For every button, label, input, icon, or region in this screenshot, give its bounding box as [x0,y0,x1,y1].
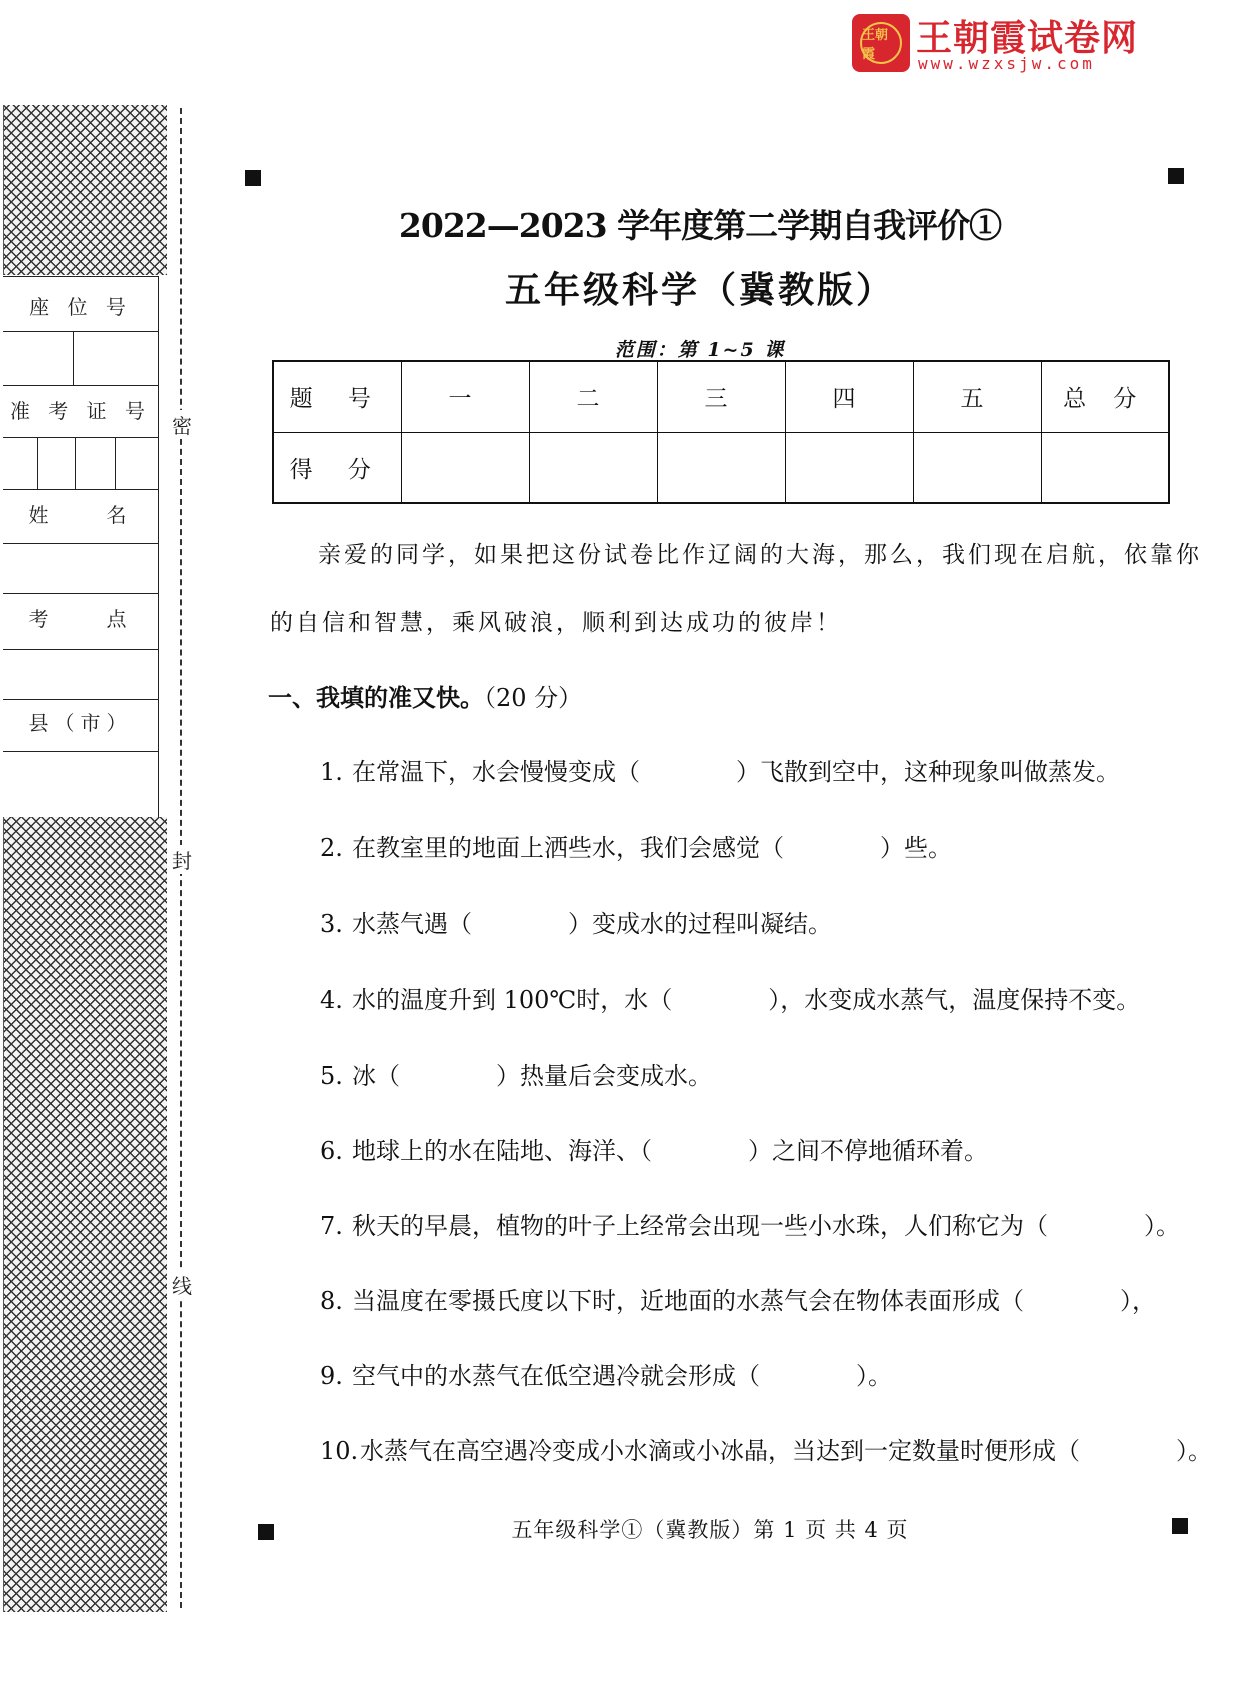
registration-mark [1172,1518,1188,1534]
site-name: 王朝霞试卷网 [916,18,1139,59]
section-points: （20 分） [484,684,583,712]
question-text: 冰（ ）热量后会变成水。 [352,1062,712,1090]
site-url: www.wzxsjw.com [918,54,1095,73]
student-info-box [3,276,159,818]
question-text: 地球上的水在陆地、海洋、（ ）之间不停地循环着。 [352,1137,988,1165]
cut-mark-line: 线 [171,1270,193,1299]
intro-line-2: 的自信和智慧，乘风破浪，顺利到达成功的彼岸！ [270,610,842,636]
question-9 [320,1356,1200,1391]
binding-hatch-top [3,105,167,275]
name-label: 姓 名 [28,503,133,527]
logo-badge-icon: 王朝霞 [852,14,910,72]
exam-title: 2022—2023 学年度第二学期自我评价① [398,206,1002,245]
score-blank [401,432,529,503]
table-cell: 一 [401,361,529,432]
section-title: 一、我填的准又快。 [268,683,484,712]
question-number: 10. [320,1437,359,1465]
question-number: 9. [320,1362,343,1390]
table-cell: 二 [529,361,657,432]
question-text: 秋天的早晨，植物的叶子上经常会出现一些小水珠，人们称它为（ ）。 [352,1212,1180,1240]
seat-number-label: 座 位 号 [29,295,132,319]
question-6 [320,1131,1200,1166]
score-table [272,360,1170,504]
score-table-header-row [273,361,1169,432]
question-7 [320,1206,1200,1241]
site-watermark-logo [852,12,1182,74]
question-number: 5. [320,1062,343,1090]
question-number: 6. [320,1137,343,1165]
table-cell: 总 分 [1041,361,1169,432]
table-cell: 五 [913,361,1041,432]
question-number: 2. [320,834,343,862]
question-text: 水蒸气在高空遇冷变成小水滴或小冰晶，当达到一定数量时便形成（ ）。 [360,1437,1212,1465]
question-text: 在常温下，水会慢慢变成（ ）飞散到空中，这种现象叫做蒸发。 [352,758,1120,786]
question-8 [320,1281,1200,1316]
question-number: 1. [320,758,343,786]
registration-mark [1168,168,1184,184]
exam-number-label: 准 考 证 号 [9,399,152,423]
table-cell: 题 号 [273,361,401,432]
cut-mark-close: 封 [171,845,193,874]
question-10 [320,1431,1212,1466]
question-text: 当温度在零摄氏度以下时，近地面的水蒸气会在物体表面形成（ ）， [352,1287,1156,1315]
intro-line-1: 亲爱的同学，如果把这份试卷比作辽阔的大海，那么，我们现在启航，依靠你 [318,542,1202,568]
question-text: 空气中的水蒸气在低空遇冷就会形成（ ）。 [352,1362,892,1390]
score-blank [785,432,913,503]
question-number: 3. [320,910,343,938]
registration-mark [258,1524,274,1540]
question-number: 7. [320,1212,343,1240]
cut-mark-seal: 密 [171,410,193,439]
question-4 [320,980,1200,1015]
score-blank [657,432,785,503]
question-1 [320,752,1200,787]
section-heading [268,678,582,713]
score-blank [913,432,1041,503]
score-blank [529,432,657,503]
exam-range: 范围：第 1~5 课 [614,339,786,361]
table-cell: 三 [657,361,785,432]
question-3 [320,904,1200,939]
question-number: 4. [320,986,343,1014]
table-cell: 得 分 [273,432,401,503]
score-blank [1041,432,1169,503]
table-cell: 四 [785,361,913,432]
exam-subtitle: 五年级科学（冀教版） [504,269,895,311]
registration-mark [245,170,261,186]
exam-site-label: 考 点 [28,607,133,631]
binding-hatch-bottom [3,817,167,1612]
question-number: 8. [320,1287,343,1315]
question-2 [320,828,1200,863]
page-footer: 五年级科学①（冀教版）第 1 页 共 4 页 [511,1518,909,1542]
question-text: 水的温度升到 100℃时，水（ ），水变成水蒸气，温度保持不变。 [352,986,1141,1014]
question-5 [320,1056,1200,1091]
question-text: 水蒸气遇（ ）变成水的过程叫凝结。 [352,910,832,938]
county-label: 县（市） [28,711,133,735]
question-text: 在教室里的地面上洒些水，我们会感觉（ ）些。 [352,834,952,862]
score-table-score-row [273,432,1169,503]
